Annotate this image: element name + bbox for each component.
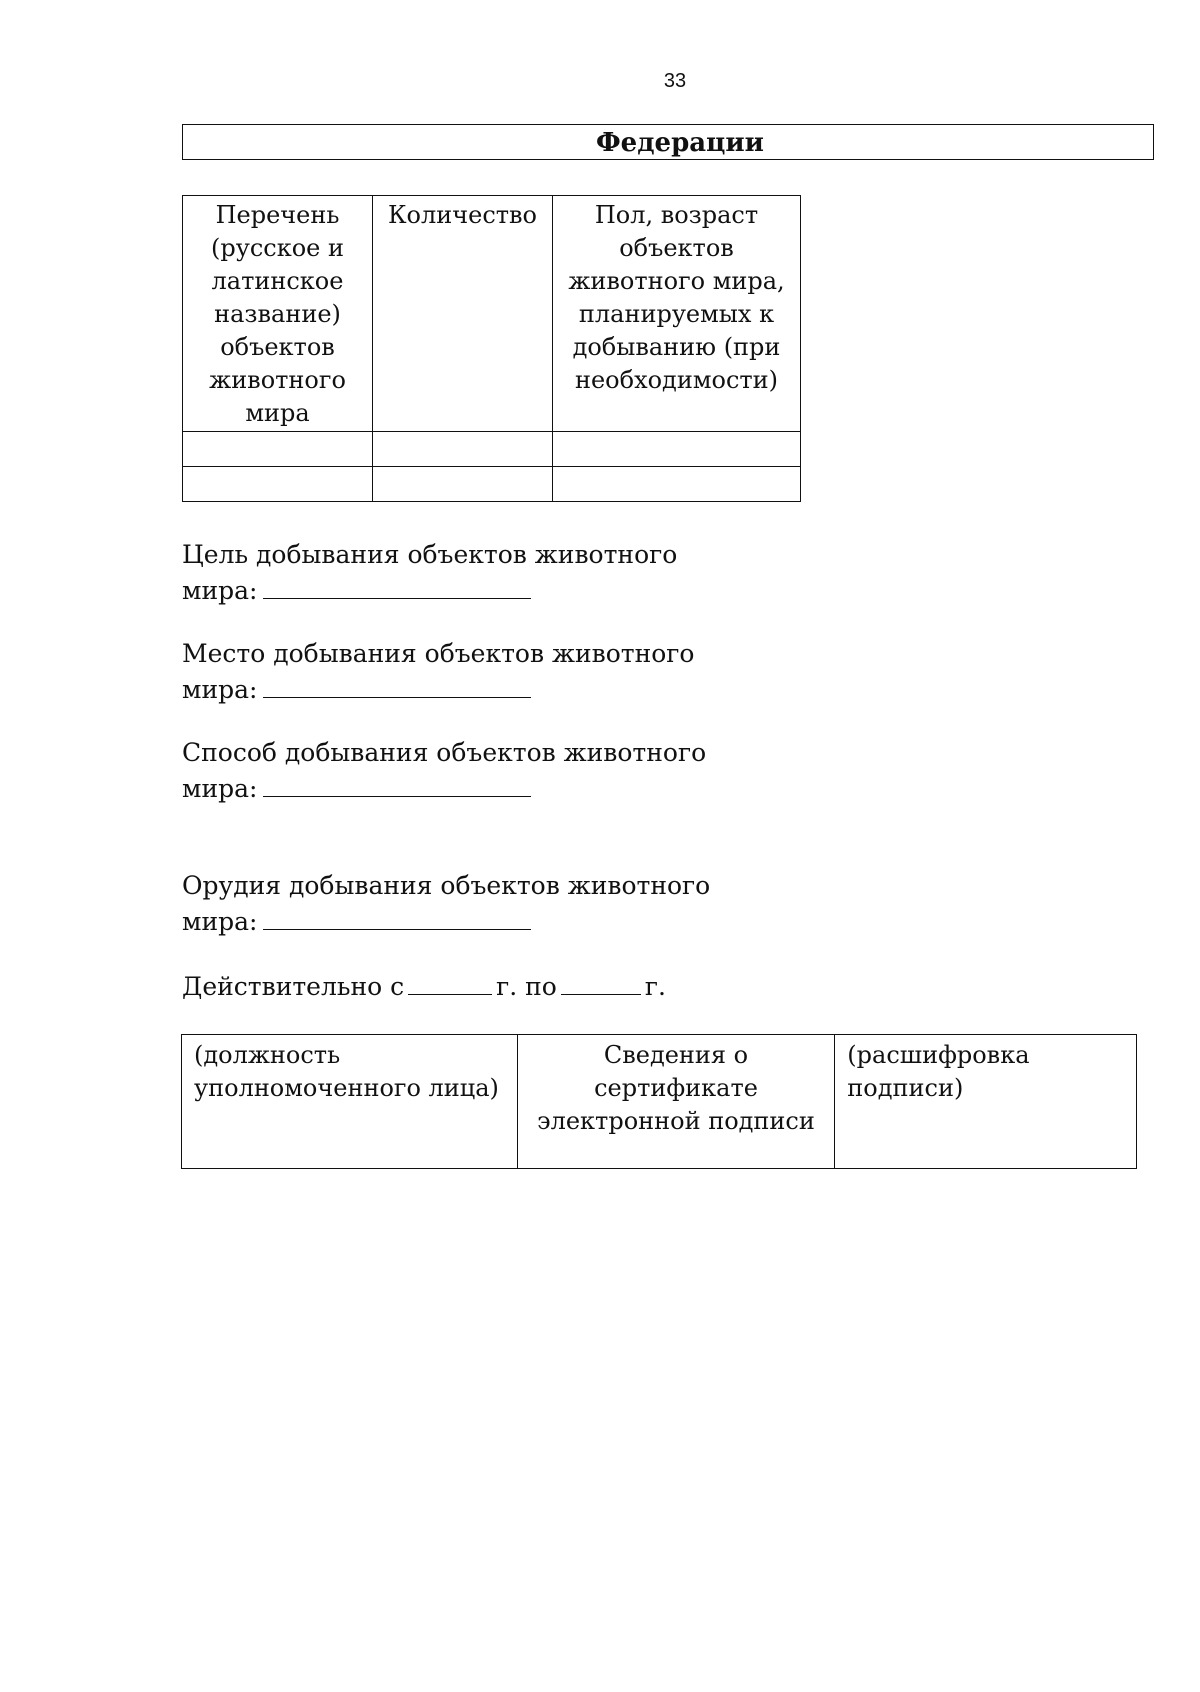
tools-field (182, 869, 710, 939)
purpose-field (182, 538, 677, 608)
objects-table (182, 195, 801, 502)
purpose-label-line1: Цель добывания объектов животного (182, 540, 678, 569)
position-cell (182, 1035, 518, 1169)
purpose-blank[interactable] (263, 572, 531, 599)
tools-label-line2: мира: (182, 907, 258, 936)
header-quantity: Количество (373, 196, 553, 432)
table-row (183, 432, 801, 467)
valid-to-blank[interactable] (561, 970, 641, 995)
certificate-cell (517, 1035, 835, 1169)
validity-line (182, 970, 666, 1004)
table-cell[interactable] (373, 432, 553, 467)
header-species-list: Перечень (русское и латинское название) объектов животного мира (183, 196, 373, 432)
tools-blank[interactable] (263, 903, 531, 930)
table-row (183, 467, 801, 502)
page-header: Федерации (596, 128, 764, 158)
place-label-line2: мира: (182, 675, 258, 704)
decoding-label: (расшифровка подписи) (847, 1041, 1030, 1102)
signature-row (182, 1035, 1137, 1169)
signature-table (181, 1034, 1137, 1169)
method-label-line1: Способ добывания объектов животного (182, 738, 707, 767)
page-number: 33 (663, 70, 687, 92)
method-label-line2: мира: (182, 774, 258, 803)
place-field (182, 637, 694, 707)
place-label-line1: Место добывания объектов животного (182, 639, 695, 668)
place-blank[interactable] (263, 671, 531, 698)
tools-label-line1: Орудия добывания объектов животного (182, 871, 711, 900)
table-header-row (183, 196, 801, 432)
valid-from-blank[interactable] (408, 970, 492, 995)
header-sex-age: Пол, возраст объектов животного мира, планируемых к добыванию (при необходимости) (553, 196, 801, 432)
table-cell[interactable] (553, 467, 801, 502)
method-field (182, 736, 706, 806)
certificate-label: Сведения о сертификате электронной подписи (537, 1041, 815, 1135)
table-cell[interactable] (183, 467, 373, 502)
decoding-cell (835, 1035, 1137, 1169)
validity-middle: г. по (496, 972, 557, 1001)
method-blank[interactable] (263, 770, 531, 797)
validity-suffix: г. (644, 972, 666, 1001)
validity-prefix: Действительно с (182, 972, 405, 1001)
purpose-label-line2: мира: (182, 576, 258, 605)
table-cell[interactable] (373, 467, 553, 502)
table-cell[interactable] (183, 432, 373, 467)
position-label: (должность уполномоченного лица) (194, 1041, 499, 1102)
table-cell[interactable] (553, 432, 801, 467)
